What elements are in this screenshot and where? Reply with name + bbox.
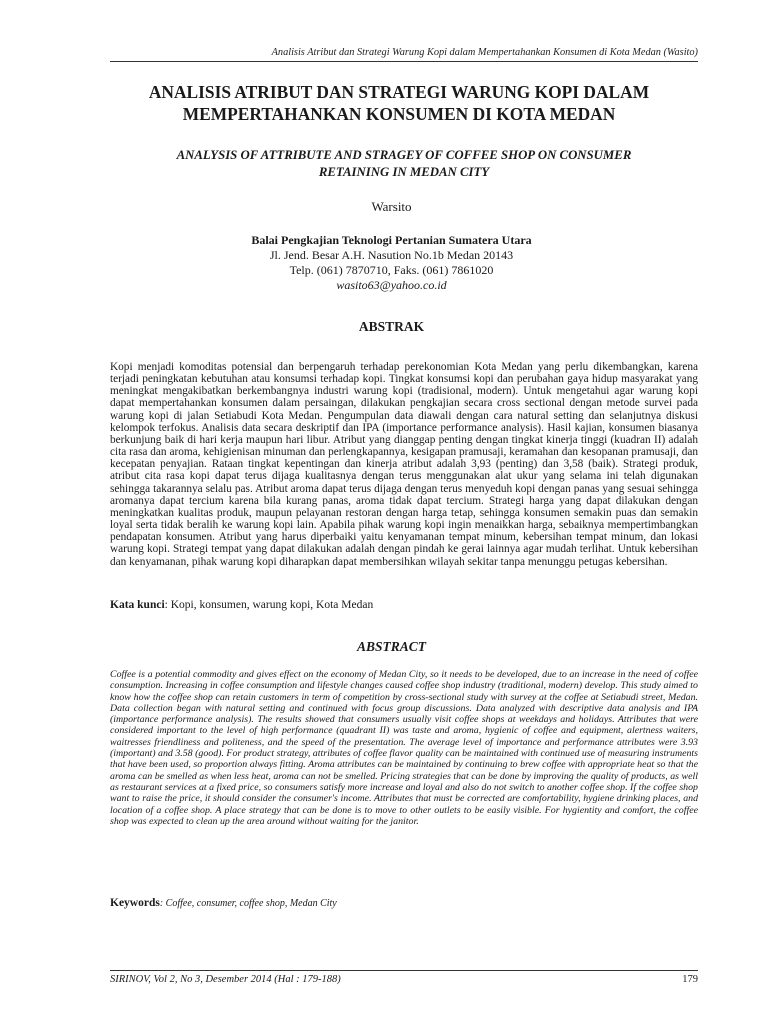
phone-fax: Telp. (061) 7870710, Faks. (061) 7861020 [289, 263, 494, 277]
text-line: konsumen biasanya berkunjung baik di hari kerja maupun hari libur. Atribut yang dianggap penting dengan tingkat kinerja [110, 421, 698, 446]
text-line: industry (traditional, modern) develop. This study aimed to know how the coffee shop can retain customers in term of [110, 680, 698, 703]
page-number: 179 [682, 974, 698, 985]
text-line: diskusi kelompok terfokus. Analisis data secara deskriptif dan IPA (importance performance analysis). Hasil kajian, [110, 409, 698, 434]
text-line: harga yang dapat dilakukan dengan meningkatkan kualitas produk, maupun pelayanan restoran dengan harga tetap, sehingga [110, 494, 698, 519]
text-line: pada warung kopi di jalan Setiabudi Kota Medan. Pengumpulan data diawali dengan cara natural setting dan selanjutnya [110, 397, 698, 422]
kata-kunci-label: Kata kunci [110, 599, 165, 611]
text-line: tempat minum, kebersihan tempat minum, dan lokasi warung kopi. Strategi tempat yang dapat dilakukan adalah dengan [110, 531, 698, 556]
author-name: Warsito [371, 199, 412, 214]
institution: Balai Pengkajian Teknologi Pertanian Sumatera Utara [251, 233, 532, 247]
paper-subtitle-line: ANALYSIS OF ATTRIBUTE AND STRAGEY OF COFFEE SHOP ON CONSUMER [176, 148, 632, 162]
author-affiliation [0, 233, 768, 293]
text-line: done is to move to other outlets to be easily visible. For hygientity and comfort, the coffee shop was expected to clean up the [110, 804, 698, 827]
text-line: that were considered important to the level of high performance (quadrant II) was taste and aroma, hygienic of coffee and [110, 714, 698, 737]
paper-subtitle-line: RETAINING IN MEDAN CITY [318, 165, 490, 179]
text-line: increase in the need of coffee consumption. Increasing in coffee consumption and lifestyle changes caused coffee shop [110, 669, 698, 692]
text-line: pindah ke gerai lainnya agar mudah terlihat. Untuk kebersihan dan kenyamanan, pihak warung kopi diharapkan dapat [110, 543, 698, 568]
address: Jl. Jend. Besar A.H. Nasution No.1b Medan 20143 [269, 248, 514, 262]
paper-title-line: ANALISIS ATRIBUT DAN STRATEGI WARUNG KOPI DALAM [148, 82, 650, 102]
kata-kunci-value: : Kopi, konsumen, warung kopi, Kota Medan [164, 599, 374, 611]
text-line: must be corrected are comfortability, hygiene drinking places, and location of a coffee shop. A place strategy that can be [110, 793, 699, 816]
text-line: selama ini telah digunakan sehingga takarannya selalu pas. Atribut aroma dapat terus dijaga dengan terus menyeduh kopi [110, 470, 699, 495]
text-line: fitting. Aroma attributes can be maintained by continuing to brew coffee with appropriate heat so that the aroma can be [110, 759, 699, 782]
abstract-body [110, 669, 698, 827]
text-line: yang meningkat mengakibatkan berkembangnya industri warung kopi (tradisional, modern). Untuk mengetahui agar warung [110, 373, 698, 398]
paper-subtitle [110, 147, 698, 181]
text-line: area around without waiting for the janitor. [246, 815, 419, 827]
keywords-value: : Coffee, consumer, coffee shop, Medan City [159, 898, 337, 909]
page-footer [110, 970, 698, 985]
text-line: tinggi (kuadran II) adalah cita rasa dan aroma, kehigienisan minuman dan perlengkapannya, kesigapan pramusaji, keramahan [110, 433, 698, 459]
kata-kunci [110, 599, 698, 611]
keywords-label: Keywords [110, 897, 160, 909]
text-line: konsumen semakin puas dan semakin loyal serta tidak beralih ke warung kopi lain. Apabila pihak warung kopi ingin [110, 506, 698, 532]
abstrak-body [110, 361, 698, 568]
text-line: Kopi menjadi komoditas potensial dan berpengaruh terhadap perekonomian Kota Medan yang perlu dikembangkan, karena [110, 361, 698, 373]
abstrak-heading: ABSTRAK [358, 319, 425, 334]
abstract-heading: ABSTRACT [356, 639, 427, 654]
text-line: kopi dapat mempertahankan konsumen dalam persaingan, dilakukan pengkajian secara cross sectional dengan metode survei [110, 385, 698, 410]
text-line: terjadi peningkatan kebutuhan atau konsumsi terhadap kopi. Tingkat konsumsi kopi dan perubahan gaya hidup masyarakat [110, 373, 677, 386]
paper-title [100, 81, 698, 125]
text-line: products, as well as restaurant services at a fixed price, so consumers satisfy more increase and loyal and also do not switch [110, 770, 699, 793]
journal-citation: SIRINOV, Vol 2, No 3, Desember 2014 (Hal : 179-188) [110, 974, 341, 985]
text-line: competition by cross-sectional study with survey at the coffee at Setiabudi street, Medan. Data collection began with natural [110, 691, 698, 714]
paper-title-line: MEMPERTAHANKAN KONSUMEN DI KOTA MEDAN [182, 104, 616, 124]
text-line: performance analysis). The results showed that consumers usually visit coffee shops at weekdays and holidays. Attributes [161, 714, 661, 726]
text-line: to another coffee shop. If the coffee shop want to raise the price, it should consider the consumer's income. Attributes that [110, 781, 698, 805]
text-line: membersihkan wilayah sekitar tanpa menunggu petugas kebersihan. [359, 555, 668, 568]
text-line: importance and performance attributes were 3.93 (important) and 3.58 (good). For product strategy, attributes of coffee [110, 736, 698, 760]
text-line: menaikkan harga, sebaiknya mempertimbangkan pendapatan konsumen. Atribut yang harus diperbaiki yaitu kenyamanan [110, 519, 698, 544]
email-link[interactable]: wasito63@yahoo.co.id [336, 278, 447, 292]
text-line: dan kesopanan pramusaji, dan kecepatan penyajian. Rataan tingkat kepentingan dan kinerja atribut adalah 3,93 (penting) dan [110, 446, 698, 471]
text-line: flavor quality can be maintained with continued use of measuring instruments that have been used, so proportion always [110, 748, 699, 771]
text-line: dengan panas yang sesuai sehingga aromanya dapat tercium karena bila kurang panas, aroma tidak dapat tercium. Strategi [110, 482, 699, 507]
running-header: Analisis Atribut dan Strategi Warung Kopi dalam Mempertahankan Konsumen di Kota Medan (Wasito) [110, 47, 698, 62]
text-line: Coffee is a potential commodity and gives effect on the economy of Medan City, so it needs to be developed, due to an [110, 669, 582, 680]
text-line: 3,58 (baik). Strategi produk, atribut cita rasa kopi dapat terus dijaga kualitasnya dengan terus menggunakan alat ukur yang [110, 458, 698, 483]
text-line: setting and continued with focus group discussions. Data analyzed with descriptive data analysis and IPA (importance [110, 702, 698, 726]
keywords [110, 897, 698, 909]
text-line: smelled as when less heat, aroma can not be smelled. Pricing strategies that can be done by improving the quality of [166, 770, 632, 782]
text-line: equipment, alertness waiters, waitresses friendliness and politeness, and the speed of the presentation. The average level of [110, 725, 698, 748]
